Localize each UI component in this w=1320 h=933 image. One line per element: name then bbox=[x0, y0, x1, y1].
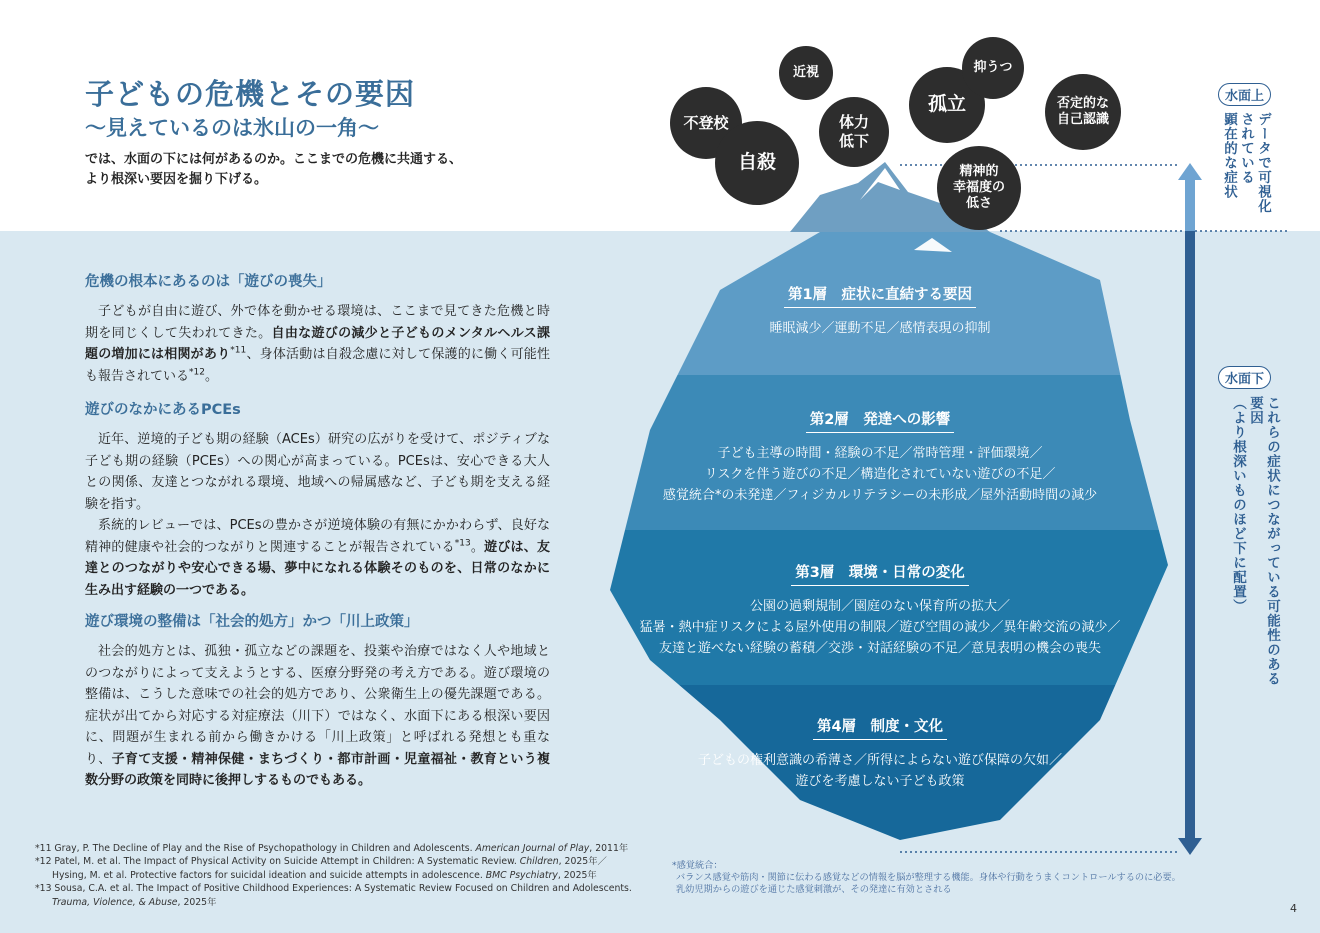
arrow-up-head bbox=[1178, 163, 1202, 180]
layer-3 bbox=[600, 561, 1160, 659]
reference-item: *11 Gray, P. The Decline of Play and the Rise of Psychopathology in Children and Adolescents. American Journal of Play, 2011年 bbox=[35, 843, 629, 854]
layer-line: リスクを伴う遊びの不足／構造化されていない遊びの不足／ bbox=[704, 467, 1056, 482]
above-water-description: データで可視化 されている 顕在的な症状 bbox=[1221, 112, 1271, 214]
bubble-koritsu: 孤立 bbox=[909, 67, 985, 143]
layer-line: 子ども主導の時間・経験の不足／常時管理・評価環境／ bbox=[717, 446, 1043, 461]
layer-line: 感覚統合*の未発達／フィジカルリテラシーの未形成／屋外活動時間の減少 bbox=[662, 488, 1098, 503]
bubble-kinshi: 近視 bbox=[779, 46, 833, 100]
layer-2 bbox=[600, 408, 1160, 506]
arrow-down-head bbox=[1178, 838, 1202, 855]
reference-item: *13 Sousa, C.A. et al. The Impact of Positive Childhood Experiences: A Systematic Review Focused on Children and Adolescents. bbox=[35, 883, 632, 895]
bubble-futoko: 不登校 bbox=[670, 87, 742, 159]
section-paragraph: 子どもが自由に遊び、外で体を動かせる環境は、ここまで見てきた危機と時期を同じくして失われてきた。自由な遊びの減少と子どものメンタルヘルス課題の増加には相関があり$^{*11}$、身体活動は自殺念慮に対して保護的に働く可能性も報告されている$^{*12}$。 bbox=[85, 304, 550, 384]
page-subtitle: 〜見えているのは氷山の一角〜 bbox=[85, 116, 379, 140]
below-water-description: これらの症状につながっている可能性のある要因 （より根深いものほど下に配置） bbox=[1230, 396, 1280, 686]
label-above-water: 水面上 bbox=[1218, 83, 1271, 106]
intro-line: では、水面の下には何があるのか。ここまでの危機に共通する、 bbox=[85, 152, 463, 167]
bubble-jisatsu: 自殺 bbox=[715, 121, 799, 205]
layer-line: 遊びを考慮しない子ども政策 bbox=[795, 774, 965, 789]
layer-4 bbox=[600, 715, 1160, 792]
layer-title: 第1層 症状に直結する要因 bbox=[784, 283, 976, 308]
section-paragraph: 近年、逆境的子ども期の経験（ACEs）研究の広がりを受けて、ポジティブな子ども期の経験（PCEs）への関心が高まっている。PCEsは、安心できる大人との関係、友達とつながれる環境、地域への帰属感など、子ども期を支える経験を指す。 bbox=[85, 432, 550, 512]
layer-1 bbox=[600, 283, 1160, 339]
layer-line: 子どもの権利意識の希薄さ／所得によらない遊び保障の欠如／ bbox=[697, 753, 1062, 768]
section-paragraph: 系統的レビューでは、PCEsの豊かさが逆境体験の有無にかかわらず、良好な精神的健康や社会的つながりと関連することが報告されている$^{*13}$。遊びは、友達とのつながりや安心できる場、夢中になれる体験そのものを、日常のなかに生み出す経験の一つである。 bbox=[85, 518, 550, 598]
layer-line: 睡眠減少／運動不足／感情表現の抑制 bbox=[769, 321, 991, 336]
intro-line: より根深い要因を掘り下げる。 bbox=[85, 172, 268, 187]
section-paragraph: 社会的処方とは、孤独・孤立などの課題を、投薬や治療ではなく人や地域とのつながりによって支えようとする、医療分野発の考え方である。遊び環境の整備は、こうした意味での社会的処方であり、公衆衛生上の優先課題である。症状が出てから対応する対症療法（川下）ではなく、水面下にある根深い要因に、問題が生まれる前から働きかける「川上政策」と呼ばれる発想とも重なり、子育て支援・精神保健・まちづくり・都市計画・児童福祉・教育という複数分野の政策を同時に後押しするものでもある。 bbox=[85, 644, 550, 788]
layer-title: 第2層 発達への影響 bbox=[806, 408, 955, 433]
bubble-hitei: 否定的な 自己認識 bbox=[1045, 74, 1121, 150]
section-heading: 危機の根本にあるのは「遊びの喪失」 bbox=[85, 274, 332, 290]
section-heading: 遊び環境の整備は「社会的処方」かつ「川上政策」 bbox=[85, 614, 419, 630]
arrow-lower-shaft bbox=[1185, 231, 1195, 841]
layer-line: 公園の過剰規制／園庭のない保育所の拡大／ bbox=[749, 599, 1010, 614]
footnote-line: バランス感覚や筋肉・関節に伝わる感覚などの情報を脳が整理する機能。身体や行動をうまくコントロールするのに必要。 bbox=[676, 872, 1181, 883]
label-below-water: 水面下 bbox=[1218, 366, 1271, 389]
footnote-label: *感覚統合： bbox=[672, 860, 723, 871]
arrow-upper-shaft bbox=[1185, 178, 1195, 231]
layer-line: 猛暑・熱中症リスクによる屋外使用の制限／遊び空間の減少／異年齢交流の減少／ bbox=[639, 620, 1121, 635]
reference-item: Hysing, M. et al. Protective factors for suicidal ideation and suicide attempts in adolescence. BMC Psychiatry, 2025年 bbox=[52, 869, 597, 881]
footnote-sensory bbox=[672, 860, 1192, 896]
layer-title: 第4層 制度・文化 bbox=[813, 715, 947, 740]
bubble-seishin: 精神的 幸福度の 低さ bbox=[937, 146, 1021, 230]
page-title: 子どもの危機とその要因 bbox=[85, 77, 416, 111]
reference-item: Trauma, Violence, & Abuse, 2025年 bbox=[52, 896, 217, 908]
section-heading: 遊びのなかにあるPCEs bbox=[85, 402, 241, 418]
footnote-line: 乳幼児期からの遊びを通じた感覚刺激が、その発達に有効とされる bbox=[676, 884, 952, 895]
bubble-tairyoku: 体力 低下 bbox=[819, 97, 889, 167]
reference-item: *12 Patel, M. et al. The Impact of Physical Activity on Suicide Attempt in Children: A Systematic Review. Children, 2025年／ bbox=[35, 856, 607, 868]
bubble-yokuutsu: 抑うつ bbox=[962, 37, 1024, 99]
layer-title: 第3層 環境・日常の変化 bbox=[791, 561, 969, 586]
page-number: 4 bbox=[1290, 902, 1297, 915]
layer-line: 友達と遊べない経験の蓄積／交渉・対話経験の不足／意見表明の機会の喪失 bbox=[658, 641, 1101, 656]
